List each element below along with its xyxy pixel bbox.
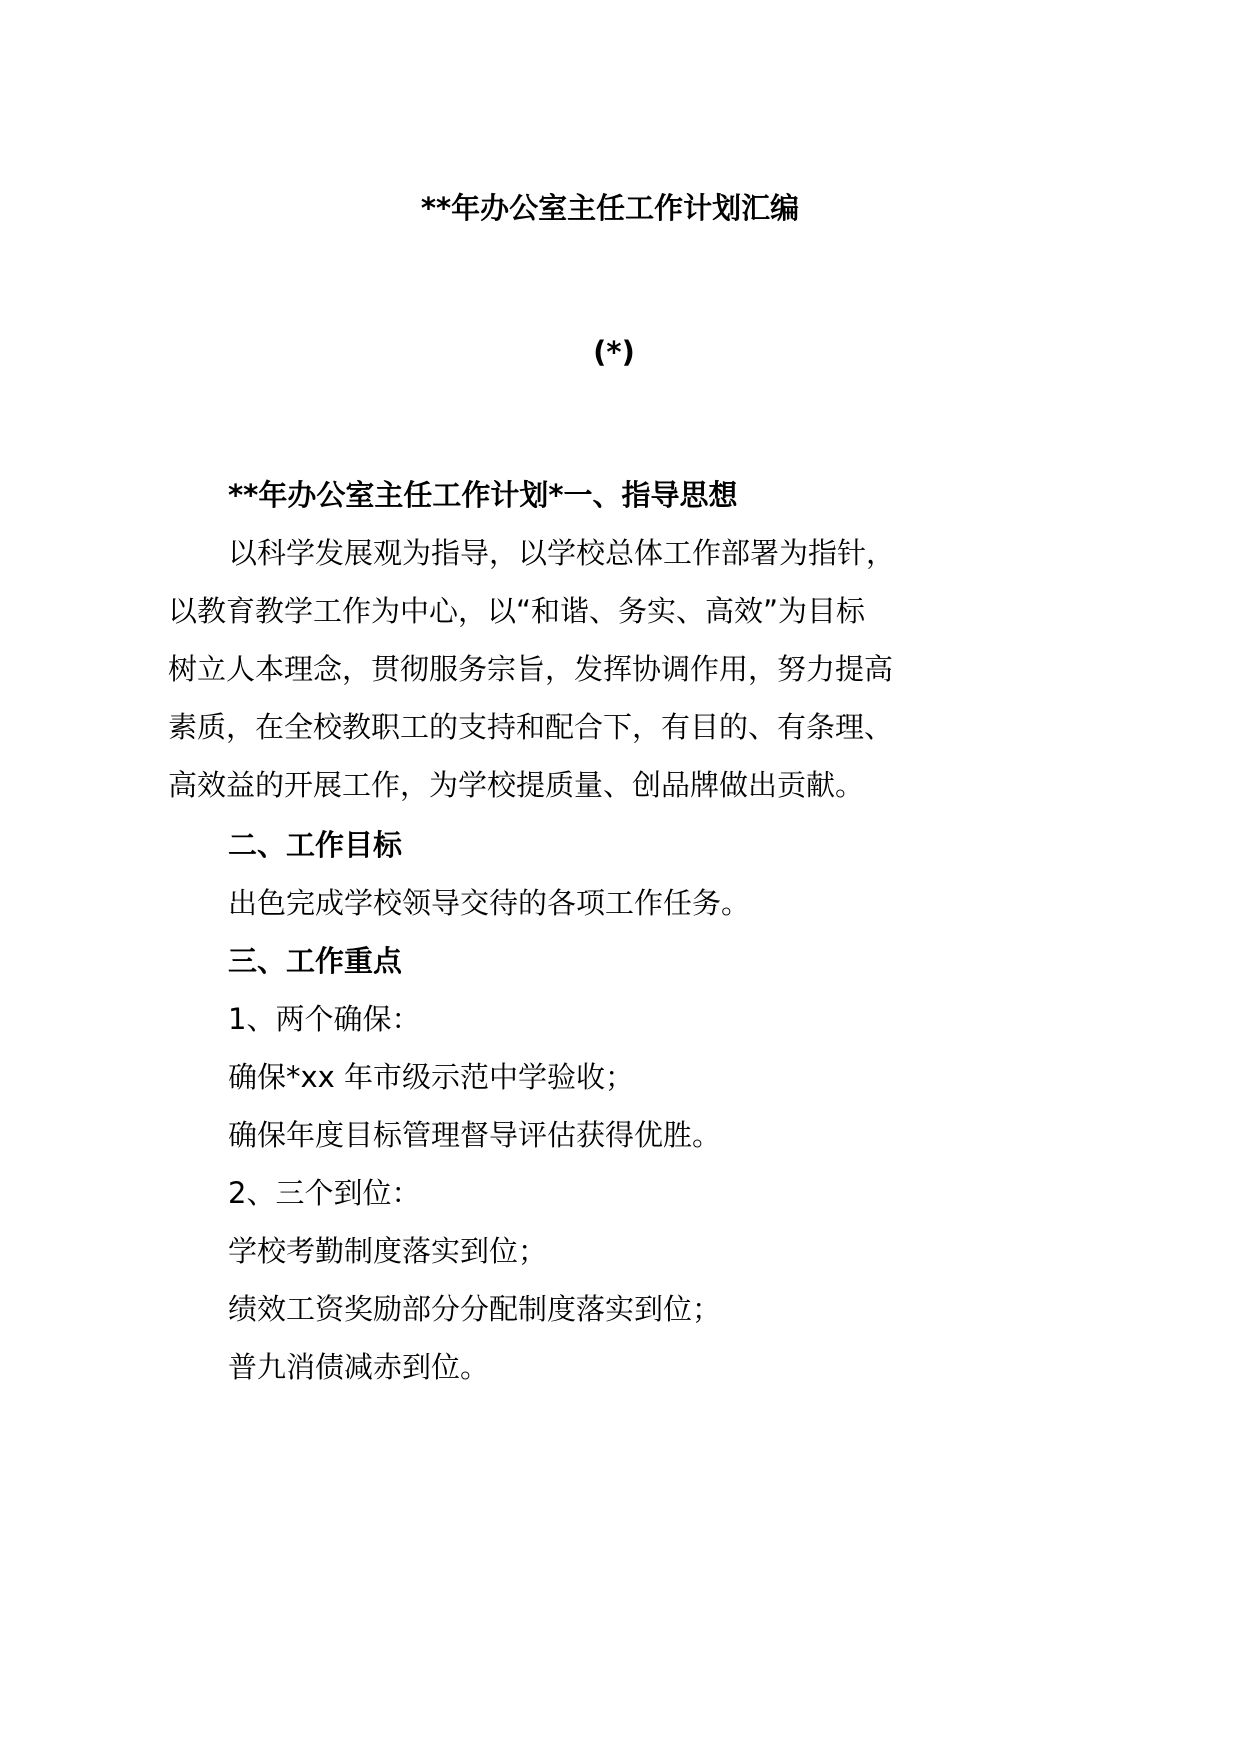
list-item: 普九消债减赤到位。 <box>228 1350 490 1384</box>
section-heading-1: **年办公室主任工作计划*一、指导思想 <box>228 478 738 512</box>
paragraph-line: 以教育教学工作为中心，以“和谐、务实、高效”为目标 <box>168 594 866 628</box>
list-item: 2、三个到位： <box>228 1176 421 1210</box>
list-item: 确保*xx 年市级示范中学验收； <box>228 1060 635 1094</box>
section-heading-3: 三、工作重点 <box>228 944 403 978</box>
list-item: 1、两个确保： <box>228 1002 421 1036</box>
list-item: 绩效工资奖励部分分配制度落实到位； <box>228 1292 722 1326</box>
paragraph-line: 高效益的开展工作，为学校提质量、创品牌做出贡献。 <box>168 768 865 802</box>
paragraph-line: 素质，在全校教职工的支持和配合下，有目的、有条理、 <box>168 710 894 744</box>
list-item: 确保年度目标管理督导评估获得优胜。 <box>228 1118 722 1152</box>
list-item: 学校考勤制度落实到位； <box>228 1234 548 1268</box>
paragraph-line: 以科学发展观为指导，以学校总体工作部署为指针， <box>228 536 896 570</box>
document-subtitle: (*) <box>593 335 635 369</box>
paragraph-line: 树立人本理念，贯彻服务宗旨，发挥协调作用，努力提高 <box>168 652 894 686</box>
goal-text: 出色完成学校领导交待的各项工作任务。 <box>228 886 751 920</box>
document-title: **年办公室主任工作计划汇编 <box>420 191 800 225</box>
section-heading-2: 二、工作目标 <box>228 828 403 862</box>
